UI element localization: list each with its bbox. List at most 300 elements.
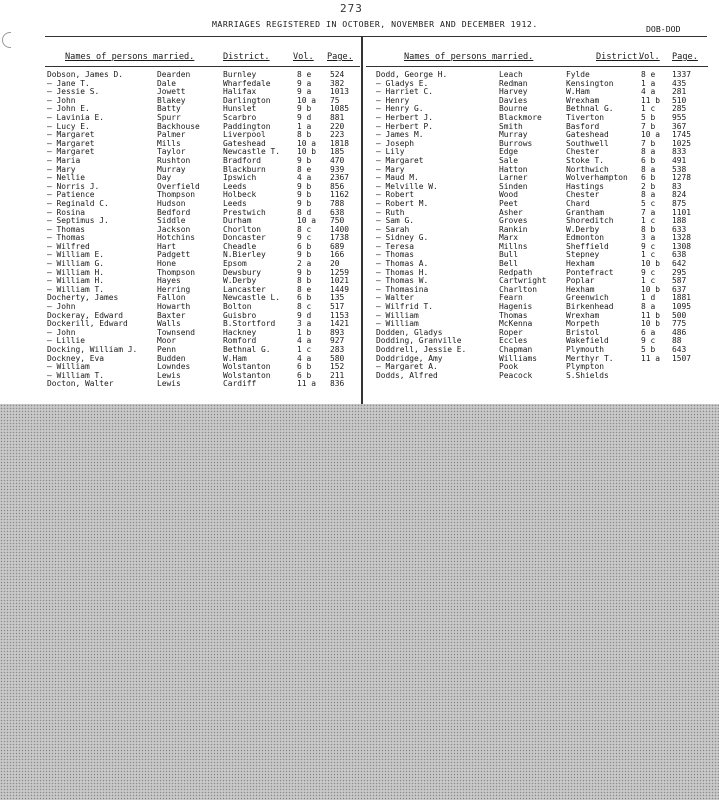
entry-spouse: Charlton xyxy=(499,284,538,294)
entry-name: Dodding, Granville xyxy=(376,336,462,346)
entry-spouse: Bourne xyxy=(499,104,528,114)
entry-district: Leeds xyxy=(223,181,247,191)
entry-vol: 4 a xyxy=(641,87,656,97)
page-title: MARRIAGES REGISTERED IN OCTOBER, NOVEMBER AND DECEMBER 1912. xyxy=(212,19,538,29)
entry-name: — John E. xyxy=(47,104,90,114)
entry-district: Leeds xyxy=(223,198,247,208)
entry-vol: 4 a xyxy=(297,353,312,363)
entry-spouse: Penn xyxy=(157,345,177,354)
entry-vol: 7 b xyxy=(641,138,656,148)
entry-district: W.Derby xyxy=(566,224,600,234)
entry-page: 152 xyxy=(330,362,345,372)
entry-district: Wakefield xyxy=(566,336,609,346)
entry-name: — Jessie S. xyxy=(47,87,100,97)
entry-page: 875 xyxy=(672,198,687,208)
entry-vol: 5 c xyxy=(641,198,656,208)
entry-name: — Joseph xyxy=(376,138,415,148)
entry-spouse: Moor xyxy=(157,336,177,346)
entry-name: — Rosina xyxy=(47,207,86,217)
entry-name: — William T. xyxy=(47,284,105,294)
right-column-header xyxy=(366,37,708,67)
entry-spouse: Bedford xyxy=(157,207,191,217)
entry-spouse: Millns xyxy=(499,241,528,251)
entry-name: — Lucy E. xyxy=(47,121,90,131)
entry-spouse: Overfield xyxy=(157,181,200,191)
entry-spouse: Hotchins xyxy=(157,233,196,243)
entry-district: Lancaster xyxy=(223,284,266,294)
entry-district: Darlington xyxy=(223,95,271,105)
entry-page: 1259 xyxy=(330,267,350,277)
entry-district: Wrexham xyxy=(566,310,600,320)
entry-vol: 3 a xyxy=(641,233,656,243)
register-entry xyxy=(45,320,360,329)
entry-name: Dockeray, Edward xyxy=(47,310,124,320)
entry-district: W.Ham xyxy=(566,87,590,97)
left-column-header xyxy=(45,37,360,67)
entry-vol: 10 b xyxy=(641,319,661,329)
entry-district: Basford xyxy=(566,121,600,131)
entry-page: 1013 xyxy=(330,87,350,97)
district-header: District. xyxy=(223,52,270,62)
entry-district: Halifax xyxy=(223,87,257,97)
register-entry xyxy=(366,286,708,295)
entry-name: — Patience xyxy=(47,190,95,200)
entry-page: 927 xyxy=(330,336,345,346)
entry-name: — Robert M. xyxy=(376,198,429,208)
entry-page: 166 xyxy=(330,250,345,260)
entry-spouse: Fallon xyxy=(157,293,186,303)
left-register-column xyxy=(45,37,360,389)
register-entry xyxy=(45,166,360,175)
entry-district: Wrexham xyxy=(566,95,600,105)
entry-spouse: Thompson xyxy=(157,190,196,200)
register-entry xyxy=(366,234,708,243)
entry-name: — William H. xyxy=(47,276,105,286)
entry-vol: 7 a xyxy=(641,207,656,217)
entry-name: — John xyxy=(47,327,76,337)
entry-page: 1308 xyxy=(672,241,692,251)
entry-vol: 10 a xyxy=(641,130,661,140)
entry-page: 633 xyxy=(672,224,687,234)
entry-district: Tiverton xyxy=(566,112,605,122)
entry-district: N.Bierley xyxy=(223,250,266,260)
entry-vol: 1 c xyxy=(641,276,656,286)
entry-vol: 8 e xyxy=(297,70,312,79)
entry-spouse: Redpath xyxy=(499,267,533,277)
entry-page: 1021 xyxy=(330,276,350,286)
entry-district: Wolverhampton xyxy=(566,173,628,183)
entry-page: 188 xyxy=(672,216,687,226)
entry-district: Hexham xyxy=(566,284,595,294)
entry-district: Dewsbury xyxy=(223,267,262,277)
entry-name: — William xyxy=(376,319,419,329)
entry-vol: 10 b xyxy=(641,259,661,269)
entry-vol: 6 a xyxy=(641,327,656,337)
entry-vol: 6 b xyxy=(297,241,312,251)
entry-spouse: Padgett xyxy=(157,250,191,260)
entry-vol: 1 c xyxy=(297,345,312,354)
entry-page: 580 xyxy=(330,353,345,363)
register-entry xyxy=(366,217,708,226)
entry-district: Merthyr T. xyxy=(566,353,614,363)
register-entry xyxy=(45,114,360,123)
entry-district: Guisbro xyxy=(223,310,257,320)
entry-page: 750 xyxy=(330,216,345,226)
entry-vol: 10 a xyxy=(297,216,317,226)
entry-name: — Margaret xyxy=(47,130,95,140)
entry-spouse: Thompson xyxy=(157,267,196,277)
entry-name: — Thomas xyxy=(376,250,415,260)
entry-page: 470 xyxy=(330,155,345,165)
entry-name: — Septimus J. xyxy=(47,216,109,226)
entry-name: Docking, William J. xyxy=(47,345,138,354)
entry-spouse: Mills xyxy=(157,138,181,148)
entry-name: — Thomas xyxy=(47,233,86,243)
entry-name: — William E. xyxy=(47,250,105,260)
entry-name: — Robert xyxy=(376,190,415,200)
entry-district: Hackney xyxy=(223,327,257,337)
entry-vol: 11 b xyxy=(641,310,661,320)
entry-vol: 9 c xyxy=(641,241,656,251)
entry-district: Fylde xyxy=(566,70,590,79)
entry-name: Doddridge, Amy xyxy=(376,353,443,363)
register-entry xyxy=(366,209,708,218)
entry-spouse: Davies xyxy=(499,95,528,105)
entry-vol: 7 b xyxy=(641,121,656,131)
redaction-overlay xyxy=(0,404,719,800)
entry-page: 517 xyxy=(330,302,345,312)
entry-name: — Margaret xyxy=(47,138,95,148)
entry-name: — Lillie xyxy=(47,336,86,346)
entry-district: Bolton xyxy=(223,302,252,312)
entry-spouse: Sinden xyxy=(499,181,528,191)
entry-district: Poplar xyxy=(566,276,595,286)
entry-page: 1738 xyxy=(330,233,350,243)
entry-name: — Margaret A. xyxy=(376,362,438,372)
register-entry xyxy=(366,140,708,149)
entry-page: 642 xyxy=(672,259,687,269)
entry-spouse: Bell xyxy=(499,259,519,269)
entry-page: 500 xyxy=(672,310,687,320)
entry-district: Bradford xyxy=(223,155,262,165)
entry-page: 881 xyxy=(330,112,345,122)
entry-spouse: Smith xyxy=(499,121,523,131)
entry-spouse: Siddle xyxy=(157,216,186,226)
vol-header: Vol. xyxy=(293,52,314,62)
entry-name: — Wilfred xyxy=(47,241,90,251)
register-entry xyxy=(45,148,360,157)
entry-district: Hastings xyxy=(566,181,605,191)
entry-spouse: Taylor xyxy=(157,147,186,157)
entry-vol: 8 c xyxy=(297,224,312,234)
entry-spouse: Hone xyxy=(157,259,177,269)
entry-page: 1162 xyxy=(330,190,350,200)
entry-name: — Teresa xyxy=(376,241,415,251)
entry-spouse: Hagenis xyxy=(499,302,533,312)
entry-vol: 8 c xyxy=(297,302,312,312)
entry-name: — Herbert P. xyxy=(376,121,434,131)
entry-name: — Thomas xyxy=(47,224,86,234)
entry-district: Cheadle xyxy=(223,241,257,251)
entry-district: Greenwich xyxy=(566,293,609,303)
entry-name: — Lily xyxy=(376,147,405,157)
entry-spouse: Asher xyxy=(499,207,523,217)
entry-vol: 10 a xyxy=(297,138,317,148)
entry-spouse: Larner xyxy=(499,173,528,183)
entry-vol: 2 a xyxy=(297,259,312,269)
entry-vol: 9 b xyxy=(297,190,312,200)
entry-district: Romford xyxy=(223,336,257,346)
entry-spouse: Lewis xyxy=(157,379,181,389)
entry-vol: 11 a xyxy=(297,379,317,389)
entry-name: — John xyxy=(47,302,76,312)
entry-name: — William T. xyxy=(47,370,105,380)
right-entries-list xyxy=(366,67,708,380)
entry-page: 638 xyxy=(672,250,687,260)
register-entry xyxy=(45,200,360,209)
register-entry xyxy=(45,217,360,226)
entry-district: Ipswich xyxy=(223,173,257,183)
entry-vol: 2 b xyxy=(641,181,656,191)
entry-name: — Wilfrid T. xyxy=(376,302,434,312)
entry-district: Wharfedale xyxy=(223,78,271,88)
entry-spouse: Murray xyxy=(157,164,186,174)
entry-page: 1337 xyxy=(672,70,692,79)
entry-vol: 9 b xyxy=(297,267,312,277)
entry-vol: 4 a xyxy=(297,173,312,183)
entry-name: — Thomas H. xyxy=(376,267,429,277)
entry-spouse: Herring xyxy=(157,284,191,294)
entry-district: Paddington xyxy=(223,121,271,131)
entry-name: Dodd, George H. xyxy=(376,70,448,79)
entry-page: 638 xyxy=(330,207,345,217)
entry-vol: 8 b xyxy=(297,276,312,286)
entry-district: Plymouth xyxy=(566,345,605,354)
entry-spouse: Roper xyxy=(499,327,523,337)
entry-page: 486 xyxy=(672,327,687,337)
entry-spouse: Wood xyxy=(499,190,519,200)
entry-vol: 9 b xyxy=(297,198,312,208)
right-register-column xyxy=(366,37,708,380)
entry-page: 510 xyxy=(672,95,687,105)
entry-page: 367 xyxy=(672,121,687,131)
entry-name: Docherty, James xyxy=(47,293,119,303)
entry-vol: 10 b xyxy=(641,284,661,294)
entry-vol: 1 d xyxy=(641,293,656,303)
entry-page: 75 xyxy=(330,95,340,105)
register-entry xyxy=(45,380,360,389)
entry-page: 285 xyxy=(672,104,687,114)
entry-spouse: Harvey xyxy=(499,87,528,97)
entry-name: — Thomasina xyxy=(376,284,429,294)
entry-page: 637 xyxy=(672,284,687,294)
register-entry xyxy=(45,294,360,303)
entry-vol: 9 b xyxy=(297,155,312,165)
entry-district: Holbeck xyxy=(223,190,257,200)
entry-district: Kensington xyxy=(566,78,614,88)
entry-district: Gateshead xyxy=(566,130,609,140)
entry-spouse: Batty xyxy=(157,104,181,114)
entry-district: Blackburn xyxy=(223,164,266,174)
entry-vol: 8 b xyxy=(641,224,656,234)
entry-spouse: Dale xyxy=(157,78,177,88)
entry-page: 20 xyxy=(330,259,340,269)
entry-vol: 8 e xyxy=(297,164,312,174)
vol-header: Vol. xyxy=(639,52,660,62)
entry-spouse: Peacock xyxy=(499,370,533,380)
entry-district: Durham xyxy=(223,216,252,226)
entry-spouse: Blakey xyxy=(157,95,186,105)
entry-page: 1507 xyxy=(672,353,692,363)
entry-name: — William H. xyxy=(47,267,105,277)
entry-page: 220 xyxy=(330,121,345,131)
entry-name: — Maria xyxy=(47,155,81,165)
entry-name: — Walter xyxy=(376,293,415,303)
entry-spouse: Groves xyxy=(499,216,528,226)
entry-district: Chester xyxy=(566,147,600,157)
entry-vol: 8 e xyxy=(641,70,656,79)
entry-spouse: McKenna xyxy=(499,319,533,329)
entry-page: 223 xyxy=(330,130,345,140)
entry-page: 135 xyxy=(330,293,345,303)
entry-district: Hexham xyxy=(566,259,595,269)
entry-name: — Thomas A. xyxy=(376,259,429,269)
entry-vol: 10 a xyxy=(297,95,317,105)
entry-page: 1421 xyxy=(330,319,350,329)
column-divider xyxy=(361,37,363,415)
entry-page: 1745 xyxy=(672,130,692,140)
register-entry xyxy=(45,226,360,235)
entry-vol: 4 a xyxy=(297,336,312,346)
entry-page: 587 xyxy=(672,276,687,286)
entry-spouse: Leach xyxy=(499,70,523,79)
names-header: Names of persons married. xyxy=(404,52,534,62)
entry-spouse: Townsend xyxy=(157,327,196,337)
entry-district: Northwich xyxy=(566,164,609,174)
entry-vol: 5 b xyxy=(641,112,656,122)
entry-page: 2367 xyxy=(330,173,350,183)
register-entry xyxy=(366,183,708,192)
entry-name: — Sam G. xyxy=(376,216,415,226)
register-entry xyxy=(45,97,360,106)
entry-page: 491 xyxy=(672,155,687,165)
entry-district: Sheffield xyxy=(566,241,609,251)
page-number: 273 xyxy=(340,2,363,15)
entry-district: Chorlton xyxy=(223,224,262,234)
entry-name: — Gladys E. xyxy=(376,78,429,88)
entry-district: Chester xyxy=(566,190,600,200)
entry-district: Newcastle L. xyxy=(223,293,281,303)
entry-spouse: Edge xyxy=(499,147,519,157)
entry-vol: 6 b xyxy=(297,362,312,372)
entry-district: B.Stortford xyxy=(223,319,276,329)
entry-name: — Henry xyxy=(376,95,410,105)
entry-spouse: Redman xyxy=(499,78,528,88)
entry-district: Grantham xyxy=(566,207,605,217)
entry-page: 295 xyxy=(672,267,687,277)
entry-district: Bethnal G. xyxy=(566,104,614,114)
entry-spouse: Thomas xyxy=(499,310,528,320)
entry-vol: 6 b xyxy=(297,370,312,380)
entry-page: 1818 xyxy=(330,138,350,148)
entry-page: 1085 xyxy=(330,104,350,114)
entry-spouse: Williams xyxy=(499,353,538,363)
entry-name: — Maud M. xyxy=(376,173,419,183)
entry-vol: 9 b xyxy=(297,250,312,260)
entry-page: 1278 xyxy=(672,173,692,183)
entry-district: W.Derby xyxy=(223,276,257,286)
entry-page: 1449 xyxy=(330,284,350,294)
entry-page: 775 xyxy=(672,319,687,329)
register-entry xyxy=(366,200,708,209)
entry-spouse: Sale xyxy=(499,155,519,165)
entry-vol: 11 a xyxy=(641,353,661,363)
entry-vol: 10 b xyxy=(297,147,317,157)
entry-name: — Harriet C. xyxy=(376,87,434,97)
entry-name: — Mary xyxy=(47,164,76,174)
entry-name: — Thomas W. xyxy=(376,276,429,286)
entry-spouse: Burrows xyxy=(499,138,533,148)
district-header: District. xyxy=(596,52,643,62)
entry-name: Dockney, Eva xyxy=(47,353,105,363)
entry-page: 1153 xyxy=(330,310,350,320)
entry-district: Bethnal G. xyxy=(223,345,271,354)
entry-spouse: Dearden xyxy=(157,70,191,79)
register-entry xyxy=(45,355,360,364)
entry-spouse: Budden xyxy=(157,353,186,363)
entry-name: — Lavinia E. xyxy=(47,112,105,122)
register-entry xyxy=(45,234,360,243)
entry-name: — James M. xyxy=(376,130,424,140)
entry-name: — Jane T. xyxy=(47,78,90,88)
entry-spouse: Hatton xyxy=(499,164,528,174)
entry-district: Scarbro xyxy=(223,112,257,122)
entry-vol: 9 b xyxy=(297,181,312,191)
entry-district: Bristol xyxy=(566,327,600,337)
entry-district: Morpeth xyxy=(566,319,600,329)
entry-spouse: Marx xyxy=(499,233,519,243)
register-entry xyxy=(45,157,360,166)
register-entry xyxy=(366,372,708,381)
entry-district: Birkenhead xyxy=(566,302,614,312)
entry-name: — Melville W. xyxy=(376,181,438,191)
entry-page: 435 xyxy=(672,78,687,88)
entry-spouse: Lowndes xyxy=(157,362,191,372)
entry-name: — Sidney G. xyxy=(376,233,429,243)
entry-spouse: Jackson xyxy=(157,224,191,234)
entry-spouse: Chapman xyxy=(499,345,533,354)
entry-vol: 1 c xyxy=(641,216,656,226)
names-header: Names of persons married. xyxy=(65,52,195,62)
entry-spouse: Peet xyxy=(499,198,519,208)
entry-spouse: Cartwright xyxy=(499,276,547,286)
register-entry xyxy=(366,157,708,166)
entry-district: Stoke T. xyxy=(566,155,605,165)
entry-spouse: Baxter xyxy=(157,310,186,320)
entry-name: — William G. xyxy=(47,259,105,269)
entry-page: 538 xyxy=(672,164,687,174)
entry-district: Edmonton xyxy=(566,233,605,243)
entry-page: 643 xyxy=(672,345,687,354)
entry-page: 1095 xyxy=(672,302,692,312)
entry-name: — John xyxy=(47,95,76,105)
entry-page: 1328 xyxy=(672,233,692,243)
entry-district: Doncaster xyxy=(223,233,266,243)
entry-vol: 6 b xyxy=(641,155,656,165)
entry-district: Shoreditch xyxy=(566,216,614,226)
entry-vol: 9 c xyxy=(641,267,656,277)
entry-page: 524 xyxy=(330,70,345,79)
